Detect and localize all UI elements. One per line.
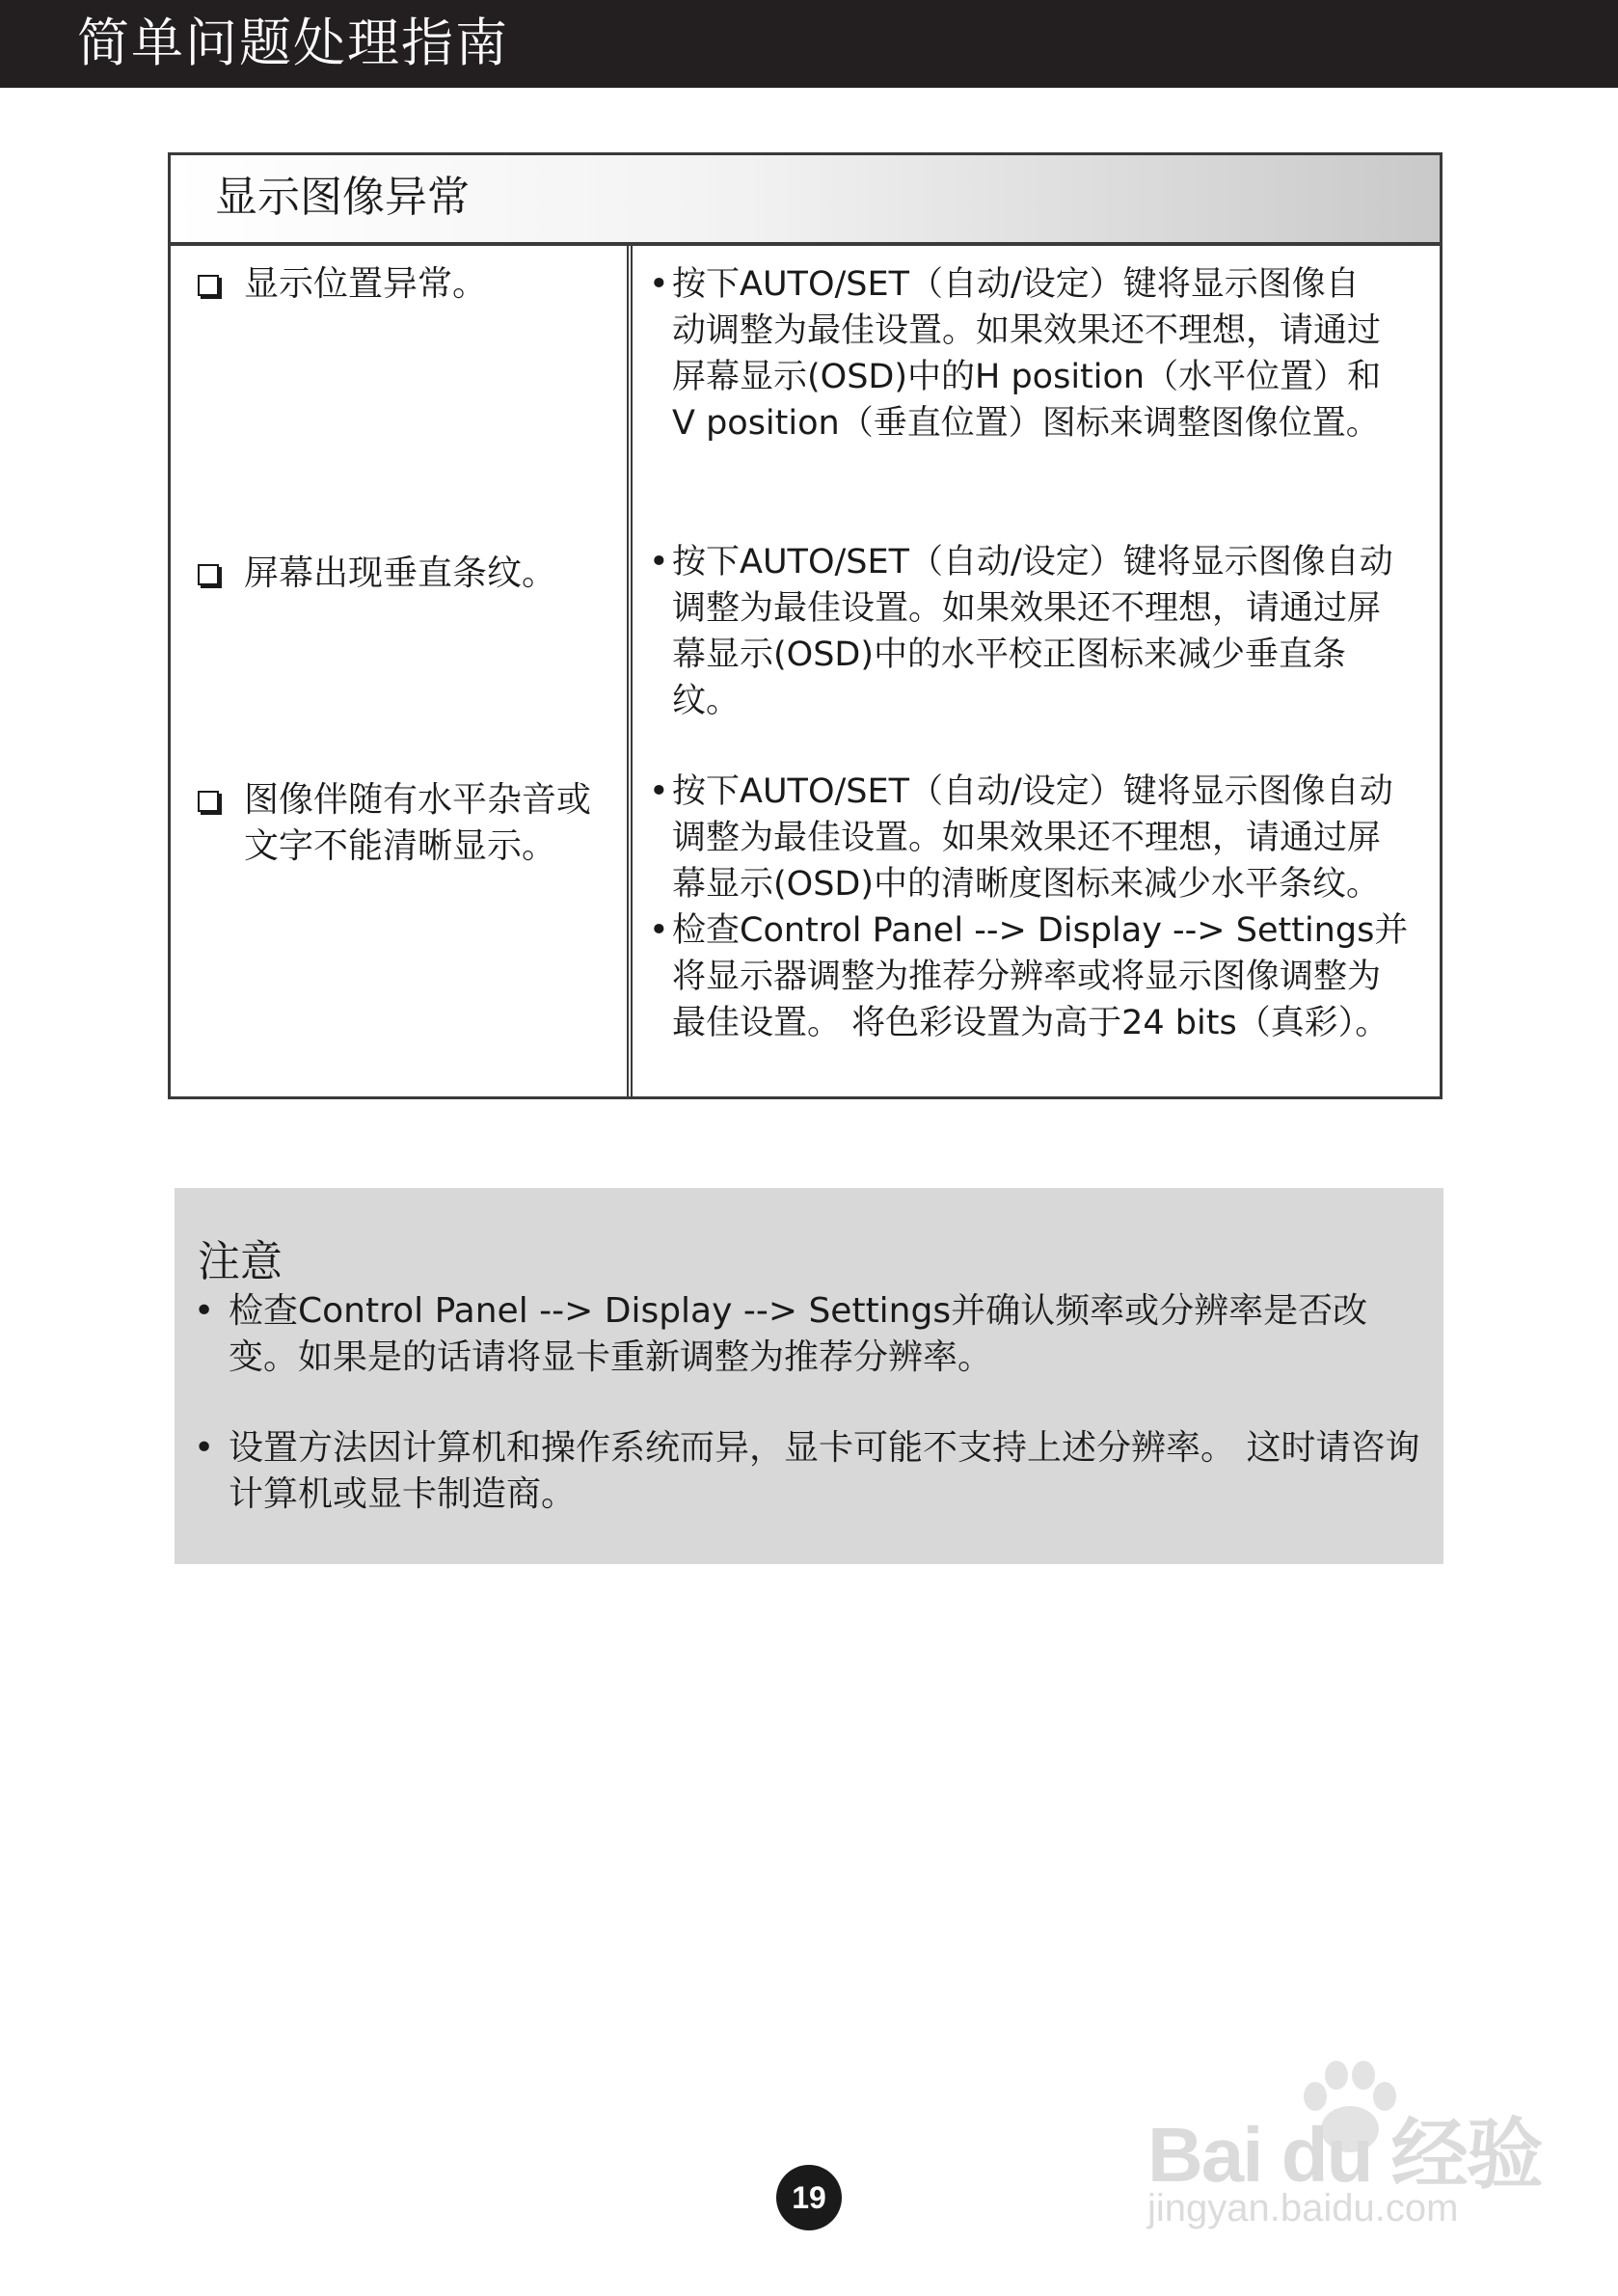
note-box bbox=[175, 1188, 1443, 1564]
bullet-icon: • bbox=[649, 772, 669, 811]
solution-text: 按下AUTO/SET（自动/设定）键将显示图像自动调整为最佳设置。如果效果还不理想，请通过屏幕显示(OSD)中的水平校正图标来减少垂直条纹。 bbox=[672, 543, 1393, 720]
solution-item bbox=[649, 769, 1411, 907]
bullet-icon: • bbox=[194, 1291, 215, 1331]
bullet-icon: • bbox=[649, 911, 669, 950]
watermark-url: jingyan.baidu.com bbox=[1147, 2187, 1459, 2229]
problem-item bbox=[198, 777, 603, 870]
solution-block bbox=[649, 539, 1401, 724]
solution-text: 检查Control Panel --> Display --> Settings并将显示器调整为推荐分辨率或将显示图像调整为最佳设置。 将色彩设置为高于24 bits（真彩）。 bbox=[672, 911, 1409, 1042]
note-item bbox=[194, 1288, 1428, 1381]
solution-block bbox=[649, 261, 1382, 446]
solution-text: 按下AUTO/SET（自动/设定）键将显示图像自动调整为最佳设置。如果效果还不理想，请通过屏幕显示(OSD)中的H position（水平位置）和V position（垂直位置）图标来调整图像位置。 bbox=[672, 265, 1382, 443]
problem-item bbox=[198, 551, 622, 597]
bullet-icon: • bbox=[649, 265, 669, 304]
solution-item bbox=[649, 907, 1411, 1046]
table-heading: 显示图像异常 bbox=[215, 173, 470, 222]
header-bar bbox=[0, 0, 1618, 88]
note-title: 注意 bbox=[198, 1237, 283, 1286]
checkbox-icon bbox=[198, 564, 219, 585]
note-text: 设置方法因计算机和操作系统而异，显卡可能不支持上述分辨率。 这时请咨询计算机或显卡制造商。 bbox=[229, 1428, 1420, 1514]
bullet-icon: • bbox=[649, 543, 669, 581]
problem-text: 显示位置异常。 bbox=[244, 264, 488, 304]
page-title: 简单问题处理指南 bbox=[77, 13, 509, 73]
note-text: 检查Control Panel --> Display --> Settings并确认频率或分辨率是否改变。如果是的话请将显卡重新调整为推荐分辨率。 bbox=[229, 1291, 1368, 1377]
checkbox-icon bbox=[198, 791, 219, 812]
page-number: 19 bbox=[776, 2165, 842, 2230]
watermark-brand: Bai du 经验 bbox=[1147, 2112, 1542, 2198]
bullet-icon: • bbox=[194, 1428, 215, 1468]
solution-text: 按下AUTO/SET（自动/设定）键将显示图像自动调整为最佳设置。如果效果还不理想，请通过屏幕显示(OSD)中的清晰度图标来减少水平条纹。 bbox=[672, 772, 1393, 904]
problem-item bbox=[198, 261, 622, 308]
table-heading-bar bbox=[171, 155, 1440, 246]
problem-text: 图像伴随有水平杂音或文字不能清晰显示。 bbox=[244, 780, 592, 866]
solution-block bbox=[649, 769, 1411, 1046]
solution-item bbox=[649, 261, 1382, 446]
baidu-watermark bbox=[1147, 2054, 1552, 2247]
solution-item bbox=[649, 539, 1401, 724]
note-item bbox=[194, 1425, 1428, 1518]
column-divider bbox=[627, 246, 633, 1096]
checkbox-icon bbox=[198, 275, 219, 296]
problem-text: 屏幕出现垂直条纹。 bbox=[244, 554, 557, 593]
troubleshooting-table bbox=[168, 152, 1443, 1099]
